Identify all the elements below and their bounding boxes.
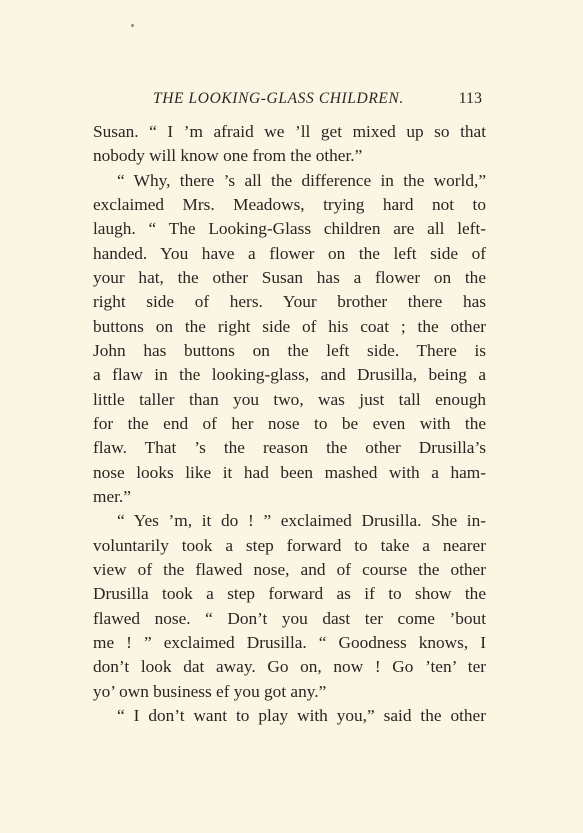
text-line: Susan. “ I ’m afraid we ’ll get mixed up so that bbox=[93, 122, 486, 141]
text-line: mer.” bbox=[93, 486, 131, 506]
text-line: a flaw in the looking-glass, and Drusilla, being a bbox=[93, 365, 486, 385]
page-number: 113 bbox=[458, 90, 482, 107]
text-line: right side of hers. Your brother there has bbox=[93, 292, 486, 312]
text-line: for the end of her nose to be even with the bbox=[93, 413, 486, 433]
text-line: me ! ” exclaimed Drusilla. “ Goodness knows, I bbox=[93, 632, 486, 652]
text-line: buttons on the right side of his coat ; the other bbox=[93, 316, 486, 336]
text-line: John has buttons on the left side. There is bbox=[93, 340, 486, 360]
text-line: nose looks like it had been mashed with a ham- bbox=[93, 462, 486, 482]
text-line: “ Yes ’m, it do ! ” exclaimed Drusilla. She in- bbox=[117, 511, 486, 531]
page-header bbox=[93, 90, 486, 110]
text-line: exclaimed Mrs. Meadows, trying hard not to bbox=[93, 194, 486, 214]
text-line: your hat, the other Susan has a flower on the bbox=[93, 267, 486, 287]
text-line: “ Why, there ’s all the difference in the world,” bbox=[117, 170, 486, 190]
ink-speck bbox=[131, 24, 134, 27]
text-line: laugh. “ The Looking-Glass children are all left- bbox=[93, 219, 486, 239]
text-line: view of the flawed nose, and of course the other bbox=[93, 559, 486, 579]
text-line: flawed nose. “ Don’t you dast ter come ’bout bbox=[93, 608, 486, 628]
text-line: flaw. That ’s the reason the other Drusilla’s bbox=[93, 438, 486, 458]
text-line: yo’ own business ef you got any.” bbox=[93, 681, 327, 701]
text-line: handed. You have a flower on the left side of bbox=[93, 243, 486, 263]
text-line: “ I don’t want to play with you,” said the other bbox=[117, 705, 486, 725]
running-title: THE LOOKING-GLASS CHILDREN. bbox=[153, 90, 404, 107]
body-text bbox=[93, 120, 486, 728]
text-line: Drusilla took a step forward as if to show the bbox=[93, 584, 486, 604]
text-line: don’t look dat away. Go on, now ! Go ’ten’ ter bbox=[93, 657, 486, 677]
text-line: little taller than you two, was just tall enough bbox=[93, 389, 486, 409]
text-line: nobody will know one from the other.” bbox=[93, 146, 363, 166]
text-line: voluntarily took a step forward to take a nearer bbox=[93, 535, 486, 555]
